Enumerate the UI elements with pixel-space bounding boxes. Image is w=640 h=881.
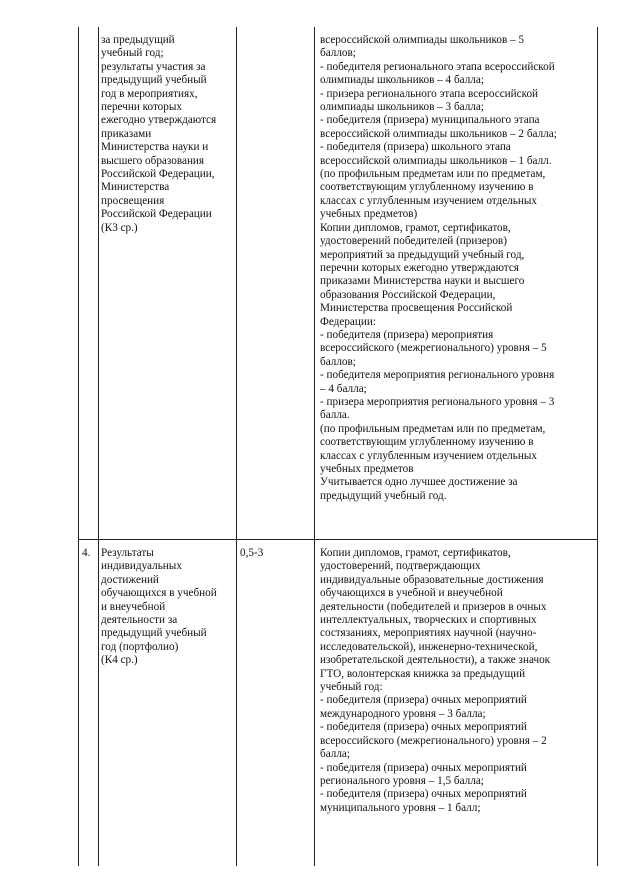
- text-line: соответствующим углубленному изучению в: [320, 436, 534, 449]
- text-line: просвещения: [101, 194, 165, 207]
- text-line: олимпиады школьников – 3 балла;: [320, 101, 484, 114]
- text-line: (по профильным предметам или по предметам,: [320, 168, 546, 181]
- text-line: предыдущий учебный: [101, 627, 207, 640]
- table-border-col3: [314, 27, 315, 866]
- points-row4: 0,5-3: [240, 547, 264, 559]
- text-line: - победителя регионального этапа всероссийской: [320, 60, 555, 73]
- text-line: Министерства науки и: [101, 141, 209, 154]
- text-line: год в мероприятиях,: [101, 87, 198, 100]
- text-line: - победителя (призера) мероприятия: [320, 328, 494, 341]
- text-line: - призера регионального этапа всероссийской: [320, 87, 539, 100]
- text-line: предыдущий учебный год.: [320, 489, 447, 502]
- text-line: Российской Федерации: [101, 208, 212, 221]
- text-line: Российской Федерации,: [101, 168, 215, 181]
- text-line: высшего образования: [101, 154, 205, 167]
- text-line: достижений: [101, 573, 159, 586]
- text-line: приказами Министерства науки и высшего: [320, 275, 525, 288]
- text-line: ГТО, волонтерская книжка за предыдущий: [320, 667, 526, 680]
- text-line: деятельности за: [101, 614, 178, 627]
- text-line: предыдущий учебный: [101, 74, 207, 87]
- text-line: баллов;: [320, 47, 356, 60]
- text-line: удостоверений победителей (призеров): [320, 235, 507, 248]
- text-line: исследовательской), инженерно-технической,: [320, 640, 538, 653]
- text-line: Министерства: [101, 181, 170, 194]
- text-line: – 4 балла;: [320, 382, 367, 395]
- text-line: за предыдущий: [101, 34, 175, 46]
- text-line: состязаниях, мероприятиях научной (научно-: [320, 627, 537, 640]
- text-line: - победителя (призера) очных мероприятий: [320, 721, 527, 734]
- text-line: (К4 ср.): [101, 654, 138, 667]
- table-border-right: [597, 27, 598, 866]
- text-line: Министерства просвещения Российской: [320, 302, 513, 315]
- text-line: всероссийского (межрегионального) уровня – 2: [320, 734, 547, 747]
- text-line: - победителя (призера) муниципального этапа: [320, 114, 540, 127]
- text-line: балла;: [320, 748, 350, 761]
- text-line: всероссийского (межрегионального) уровня – 5: [320, 342, 547, 355]
- text-line: Учитывается одно лучшее достижение за: [320, 476, 518, 489]
- text-line: олимпиады школьников – 4 балла;: [320, 74, 484, 87]
- text-line: и внеучебной: [101, 600, 166, 613]
- text-line: учебный год;: [101, 47, 164, 60]
- text-line: изобретательской деятельности), а также значок: [320, 654, 551, 667]
- table-border-left: [78, 27, 79, 866]
- text-line: деятельности (победителей и призеров в очных: [320, 600, 547, 613]
- table-border-col2: [236, 27, 237, 866]
- text-line: классах с углубленным изучением отдельных: [320, 449, 537, 462]
- text-line: учебных предметов: [320, 463, 414, 475]
- text-line: международного уровня – 3 балла;: [320, 707, 486, 720]
- text-line: ежегодно утверждаются: [101, 114, 217, 127]
- documents-row4: [320, 547, 595, 815]
- text-line: всероссийской олимпиады школьников – 1 балл.: [320, 154, 552, 167]
- criterion-row4: [101, 547, 236, 668]
- text-line: регионального уровня – 1,5 балла;: [320, 774, 484, 787]
- text-line: муниципального уровня – 1 балл;: [320, 801, 481, 814]
- text-line: результаты участия за: [101, 60, 206, 73]
- text-line: обучающихся в учебной: [101, 587, 217, 600]
- text-line: индивидуальные образовательные достижения: [320, 573, 544, 586]
- text-line: (К3 ср.): [101, 221, 138, 234]
- documents-continued: [320, 34, 595, 503]
- text-line: интеллектуальных, творческих и спортивных: [320, 614, 537, 627]
- text-line: баллов;: [320, 355, 356, 368]
- text-line: учебных предметов): [320, 208, 418, 221]
- text-line: соответствующим углубленному изучению в: [320, 181, 534, 194]
- text-line: образования Российской Федерации,: [320, 288, 496, 301]
- text-line: Копии дипломов, грамот, сертификатов,: [320, 221, 511, 234]
- text-line: Федерации:: [320, 315, 376, 328]
- text-line: - победителя (призера) очных мероприятий: [320, 788, 527, 801]
- text-line: приказами: [101, 127, 152, 140]
- text-line: мероприятий за предыдущий учебный год,: [320, 248, 525, 261]
- text-line: - призера мероприятия регионального уровня – 3: [320, 395, 555, 408]
- text-line: перечни которых ежегодно утверждаются: [320, 261, 519, 274]
- text-line: перечни которых: [101, 101, 182, 114]
- text-line: индивидуальных: [101, 560, 182, 573]
- table-border-col1: [98, 27, 99, 866]
- row-separator: [78, 539, 598, 540]
- text-line: - победителя (призера) школьного этапа: [320, 141, 511, 154]
- text-line: - победителя (призера) очных мероприятий: [320, 761, 527, 774]
- text-line: (по профильным предметам или по предметам,: [320, 422, 546, 435]
- text-line: обучающихся в учебной и внеучебной: [320, 587, 503, 600]
- text-line: - победителя мероприятия регионального уровня: [320, 369, 555, 382]
- text-line: год (портфолио): [101, 640, 179, 653]
- criterion-continued: [101, 34, 236, 235]
- text-line: классах с углубленным изучением отдельных: [320, 194, 537, 207]
- text-line: удостоверений, подтверждающих: [320, 560, 481, 573]
- text-line: учебный год:: [320, 681, 383, 694]
- text-line: Результаты: [101, 547, 154, 559]
- text-line: - победителя (призера) очных мероприятий: [320, 694, 527, 707]
- text-line: всероссийской олимпиады школьников – 5: [320, 34, 525, 46]
- text-line: Копии дипломов, грамот, сертификатов,: [320, 547, 511, 559]
- text-line: балла.: [320, 409, 350, 422]
- row-number: 4.: [82, 547, 91, 559]
- text-line: всероссийской олимпиады школьников – 2 балла;: [320, 127, 557, 140]
